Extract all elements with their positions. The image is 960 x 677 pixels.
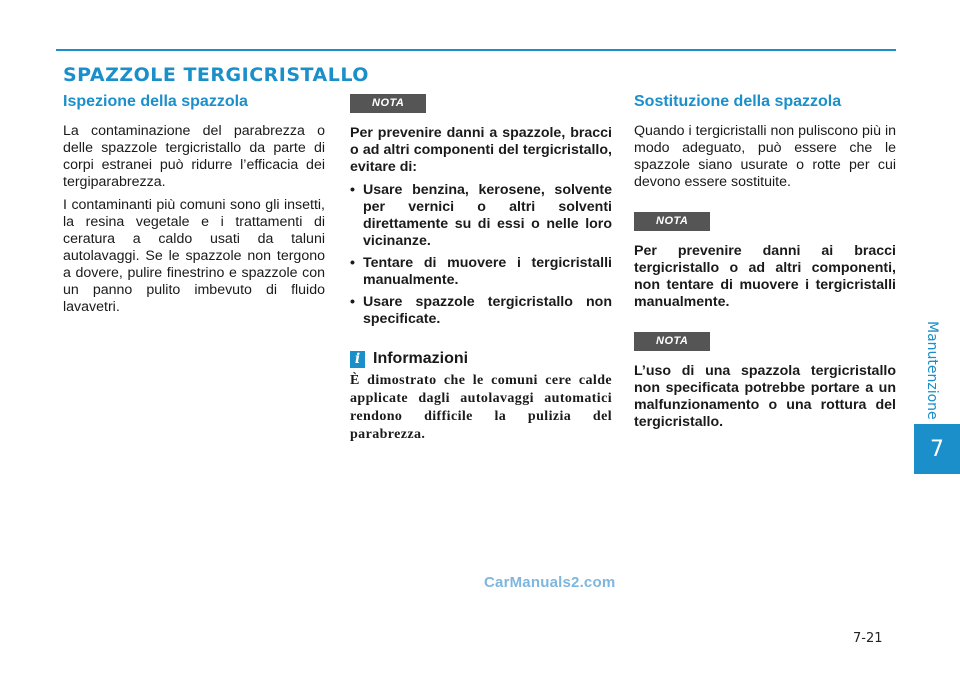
nota-badge: NOTA (634, 332, 710, 351)
bullet-text: Tentare di muovere i tergicristalli manualmente. (363, 255, 612, 288)
chapter-name: Manutenzione (924, 320, 940, 420)
column-inspection (63, 93, 325, 322)
bullet-text: Usare spazzole tergicristallo non specificate. (363, 294, 612, 327)
page-number: 7-21 (853, 631, 883, 646)
chapter-number-tab: 7 (914, 424, 960, 474)
inspection-paragraph-1: La contaminazione del parabrezza o delle spazzole tergicristallo da parte di corpi estranei può ridurre l’efficacia dei tergiparabrezza. (63, 123, 325, 190)
replacement-paragraph: Quando i tergicristalli non puliscono più in modo adeguato, può essere che le spazzole siano usurate o rotte per cui devono essere sostituite. (634, 123, 896, 190)
top-rule (56, 49, 896, 51)
list-item (350, 255, 612, 289)
inspection-paragraph-2: I contaminanti più comuni sono gli insetti, la resina vegetale e i trattamenti di ceratura a caldo usati da taluni autolavaggi. Se le spazzole non tergono a dovere, pulire finestrino e spazzole con un panno pulito imbevuto di fluido lavavetri. (63, 197, 325, 315)
list-item (350, 182, 612, 250)
bullet-icon: • (350, 255, 355, 271)
info-icon: i (350, 351, 365, 368)
column-notice (350, 93, 612, 444)
info-header (350, 350, 612, 368)
bullet-text: Usare benzina, kerosene, solvente per vernici o altri solventi direttamente su di essi o nelle loro vicinanze. (363, 182, 612, 249)
inspection-heading: Ispezione della spazzola (63, 93, 248, 110)
bullet-icon: • (350, 182, 355, 198)
bullet-icon: • (350, 294, 355, 310)
nota-text-2: L’uso di una spazzola tergicristallo non specificata potrebbe portare a un malfunzionamento o una rottura del tergicristallo. (634, 363, 896, 430)
nota-intro: Per prevenire danni a spazzole, bracci o ad altri componenti del tergicristallo, evitare di: (350, 125, 612, 175)
nota-badge: NOTA (634, 212, 710, 231)
section-title: SPAZZOLE TERGICRISTALLO (63, 64, 369, 86)
chapter-side-label (918, 300, 946, 440)
nota-badge: NOTA (350, 94, 426, 113)
watermark: CarManuals2.com (484, 574, 616, 591)
nota-text-1: Per prevenire danni ai bracci tergicristallo o ad altri componenti, non tentare di muovere i tergicristalli manualmente. (634, 243, 896, 310)
list-item (350, 294, 612, 328)
column-replacement (634, 93, 896, 437)
info-title: Informazioni (373, 350, 469, 367)
nota-bullet-list (350, 182, 612, 328)
replacement-heading: Sostituzione della spazzola (634, 93, 842, 110)
info-text: È dimostrato che le comuni cere calde applicate dagli autolavaggi automatici rendono difficile la pulizia del parabrezza. (350, 373, 612, 442)
